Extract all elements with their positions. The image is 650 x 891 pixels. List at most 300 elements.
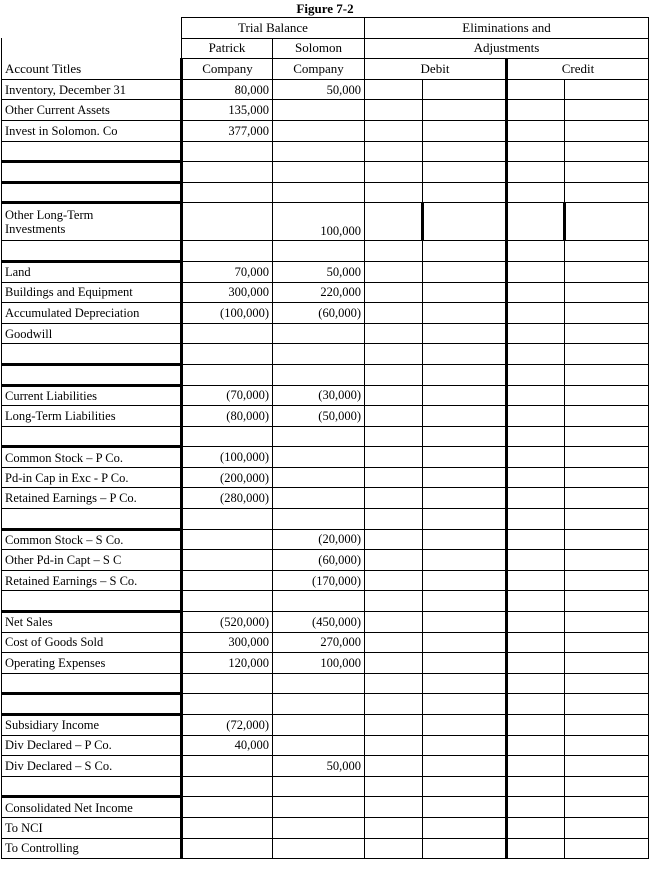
- patrick-amount-cell: [182, 673, 273, 694]
- debit-amount-cell: [423, 385, 507, 406]
- debit-amount-cell: [423, 735, 507, 756]
- credit-amount-cell: [565, 303, 649, 324]
- debit-ref-cell: [365, 120, 423, 141]
- debit-amount-cell: [423, 817, 507, 838]
- solomon-amount-cell: 50,000: [273, 261, 365, 282]
- credit-ref-cell: [507, 406, 565, 427]
- table-row: [2, 141, 649, 162]
- table-row: [2, 673, 649, 694]
- debit-ref-cell: [365, 364, 423, 385]
- account-title-cell: Cost of Goods Sold: [2, 632, 182, 653]
- patrick-header-line2: Company: [182, 59, 273, 80]
- trial-balance-header: Trial Balance: [182, 18, 365, 39]
- solomon-amount-cell: [273, 776, 365, 797]
- account-title-cell: Common Stock – S Co.: [2, 529, 182, 550]
- debit-ref-cell: [365, 756, 423, 777]
- debit-amount-cell: [423, 79, 507, 100]
- account-title-cell: Goodwill: [2, 323, 182, 344]
- solomon-amount-cell: 270,000: [273, 632, 365, 653]
- credit-amount-cell: [565, 838, 649, 859]
- solomon-amount-cell: [273, 509, 365, 530]
- account-title-cell: Pd-in Cap in Exc - P Co.: [2, 467, 182, 488]
- solomon-amount-cell: [273, 323, 365, 344]
- solomon-amount-cell: (60,000): [273, 303, 365, 324]
- credit-amount-cell: [565, 120, 649, 141]
- debit-amount-cell: [423, 756, 507, 777]
- patrick-amount-cell: [182, 241, 273, 262]
- debit-amount-cell: [423, 673, 507, 694]
- credit-amount-cell: [565, 182, 649, 203]
- solomon-amount-cell: [273, 694, 365, 715]
- credit-ref-cell: [507, 79, 565, 100]
- credit-amount-cell: [565, 632, 649, 653]
- credit-amount-cell: [565, 364, 649, 385]
- table-row: [2, 509, 649, 530]
- solomon-amount-cell: 100,000: [273, 203, 365, 241]
- patrick-amount-cell: [182, 509, 273, 530]
- patrick-amount-cell: [182, 591, 273, 612]
- solomon-amount-cell: [273, 120, 365, 141]
- debit-ref-cell: [365, 261, 423, 282]
- solomon-amount-cell: [273, 426, 365, 447]
- consolidation-worksheet: [1, 17, 649, 859]
- debit-ref-cell: [365, 570, 423, 591]
- credit-amount-cell: [565, 344, 649, 365]
- account-titles-header: Account Titles: [2, 59, 182, 80]
- table-row: [2, 612, 649, 633]
- credit-ref-cell: [507, 756, 565, 777]
- patrick-amount-cell: (100,000): [182, 303, 273, 324]
- credit-ref-cell: [507, 776, 565, 797]
- table-row: [2, 715, 649, 736]
- debit-amount-cell: [423, 241, 507, 262]
- credit-amount-cell: [565, 735, 649, 756]
- solomon-amount-cell: [273, 715, 365, 736]
- account-title-cell: [2, 203, 182, 241]
- debit-ref-cell: [365, 529, 423, 550]
- debit-ref-cell: [365, 797, 423, 818]
- patrick-amount-cell: [182, 776, 273, 797]
- debit-amount-cell: [423, 261, 507, 282]
- account-title-cell: Current Liabilities: [2, 385, 182, 406]
- debit-amount-cell: [423, 694, 507, 715]
- credit-ref-cell: [507, 550, 565, 571]
- account-title-cell: Common Stock – P Co.: [2, 447, 182, 468]
- debit-ref-cell: [365, 715, 423, 736]
- patrick-amount-cell: [182, 838, 273, 859]
- credit-ref-cell: [507, 467, 565, 488]
- account-title-line1: Other Long-Term: [5, 208, 94, 223]
- table-row: [2, 203, 649, 241]
- debit-amount-cell: [423, 344, 507, 365]
- credit-ref-cell: [507, 673, 565, 694]
- credit-ref-cell: [507, 364, 565, 385]
- patrick-amount-cell: 40,000: [182, 735, 273, 756]
- adjustments-header: Adjustments: [365, 38, 649, 59]
- solomon-amount-cell: (60,000): [273, 550, 365, 571]
- account-title-cell: Long-Term Liabilities: [2, 406, 182, 427]
- credit-ref-cell: [507, 261, 565, 282]
- credit-amount-cell: [565, 162, 649, 183]
- account-title-cell: [2, 426, 182, 447]
- account-title-cell: [2, 182, 182, 203]
- patrick-amount-cell: [182, 364, 273, 385]
- debit-ref-cell: [365, 303, 423, 324]
- solomon-amount-cell: [273, 344, 365, 365]
- credit-amount-cell: [565, 612, 649, 633]
- patrick-amount-cell: [182, 694, 273, 715]
- solomon-amount-cell: [273, 141, 365, 162]
- solomon-amount-cell: [273, 591, 365, 612]
- credit-ref-cell: [507, 162, 565, 183]
- credit-amount-cell: [565, 797, 649, 818]
- solomon-header-line1: Solomon: [273, 38, 365, 59]
- table-row: [2, 529, 649, 550]
- patrick-amount-cell: 300,000: [182, 282, 273, 303]
- credit-ref-cell: [507, 282, 565, 303]
- credit-amount-cell: [565, 406, 649, 427]
- patrick-amount-cell: [182, 756, 273, 777]
- credit-ref-cell: [507, 838, 565, 859]
- credit-amount-cell: [565, 756, 649, 777]
- debit-ref-cell: [365, 735, 423, 756]
- debit-ref-cell: [365, 426, 423, 447]
- table-row: [2, 426, 649, 447]
- table-row: [2, 550, 649, 571]
- debit-ref-cell: [365, 591, 423, 612]
- credit-amount-cell: [565, 79, 649, 100]
- credit-ref-cell: [507, 817, 565, 838]
- account-title-cell: [2, 776, 182, 797]
- solomon-amount-cell: [273, 364, 365, 385]
- patrick-amount-cell: [182, 203, 273, 241]
- debit-amount-cell: [423, 203, 507, 241]
- patrick-amount-cell: (80,000): [182, 406, 273, 427]
- patrick-amount-cell: (70,000): [182, 385, 273, 406]
- patrick-amount-cell: (280,000): [182, 488, 273, 509]
- table-row: [2, 120, 649, 141]
- debit-ref-cell: [365, 79, 423, 100]
- debit-amount-cell: [423, 162, 507, 183]
- debit-ref-cell: [365, 241, 423, 262]
- table-row: [2, 488, 649, 509]
- debit-ref-cell: [365, 100, 423, 121]
- credit-ref-cell: [507, 385, 565, 406]
- table-row: [2, 385, 649, 406]
- credit-ref-cell: [507, 570, 565, 591]
- patrick-amount-cell: 135,000: [182, 100, 273, 121]
- eliminations-header: Eliminations and: [365, 18, 649, 39]
- debit-amount-cell: [423, 797, 507, 818]
- solomon-amount-cell: [273, 100, 365, 121]
- account-title-cell: Other Pd-in Capt – S C: [2, 550, 182, 571]
- debit-ref-cell: [365, 488, 423, 509]
- credit-header: Credit: [507, 59, 649, 80]
- account-title-line2: Investments: [5, 222, 66, 237]
- debit-ref-cell: [365, 447, 423, 468]
- solomon-amount-cell: (30,000): [273, 385, 365, 406]
- debit-ref-cell: [365, 385, 423, 406]
- debit-amount-cell: [423, 509, 507, 530]
- solomon-header-line2: Company: [273, 59, 365, 80]
- solomon-amount-cell: 50,000: [273, 756, 365, 777]
- credit-ref-cell: [507, 694, 565, 715]
- account-title-cell: [2, 591, 182, 612]
- solomon-amount-cell: [273, 182, 365, 203]
- table-row: [2, 323, 649, 344]
- credit-amount-cell: [565, 653, 649, 674]
- debit-amount-cell: [423, 550, 507, 571]
- solomon-amount-cell: 100,000: [273, 653, 365, 674]
- solomon-amount-cell: [273, 447, 365, 468]
- account-title-cell: Land: [2, 261, 182, 282]
- patrick-amount-cell: [182, 162, 273, 183]
- credit-ref-cell: [507, 509, 565, 530]
- credit-amount-cell: [565, 323, 649, 344]
- solomon-amount-cell: 220,000: [273, 282, 365, 303]
- solomon-amount-cell: [273, 735, 365, 756]
- solomon-amount-cell: [273, 467, 365, 488]
- debit-amount-cell: [423, 776, 507, 797]
- debit-ref-cell: [365, 653, 423, 674]
- table-row: [2, 182, 649, 203]
- patrick-amount-cell: [182, 141, 273, 162]
- credit-amount-cell: [565, 488, 649, 509]
- debit-ref-cell: [365, 406, 423, 427]
- solomon-amount-cell: [273, 241, 365, 262]
- patrick-amount-cell: [182, 426, 273, 447]
- credit-ref-cell: [507, 323, 565, 344]
- credit-amount-cell: [565, 715, 649, 736]
- patrick-amount-cell: [182, 550, 273, 571]
- debit-amount-cell: [423, 570, 507, 591]
- debit-ref-cell: [365, 550, 423, 571]
- solomon-amount-cell: [273, 673, 365, 694]
- patrick-amount-cell: [182, 797, 273, 818]
- patrick-amount-cell: [182, 182, 273, 203]
- solomon-amount-cell: [273, 797, 365, 818]
- table-row: [2, 570, 649, 591]
- patrick-amount-cell: [182, 817, 273, 838]
- credit-amount-cell: [565, 282, 649, 303]
- table-row: [2, 467, 649, 488]
- account-title-cell: Inventory, December 31: [2, 79, 182, 100]
- debit-amount-cell: [423, 612, 507, 633]
- patrick-amount-cell: 70,000: [182, 261, 273, 282]
- credit-ref-cell: [507, 447, 565, 468]
- account-title-cell: Buildings and Equipment: [2, 282, 182, 303]
- credit-ref-cell: [507, 612, 565, 633]
- table-row: [2, 406, 649, 427]
- solomon-amount-cell: (20,000): [273, 529, 365, 550]
- patrick-amount-cell: [182, 344, 273, 365]
- table-row: [2, 797, 649, 818]
- debit-ref-cell: [365, 344, 423, 365]
- credit-amount-cell: [565, 673, 649, 694]
- table-row: [2, 632, 649, 653]
- credit-amount-cell: [565, 550, 649, 571]
- table-row: [2, 591, 649, 612]
- debit-header: Debit: [365, 59, 507, 80]
- solomon-amount-cell: [273, 488, 365, 509]
- patrick-amount-cell: 377,000: [182, 120, 273, 141]
- credit-ref-cell: [507, 529, 565, 550]
- debit-amount-cell: [423, 632, 507, 653]
- debit-amount-cell: [423, 447, 507, 468]
- debit-amount-cell: [423, 529, 507, 550]
- table-row: [2, 653, 649, 674]
- debit-amount-cell: [423, 406, 507, 427]
- account-title-cell: [2, 141, 182, 162]
- debit-ref-cell: [365, 203, 423, 241]
- table-row: [2, 447, 649, 468]
- debit-ref-cell: [365, 323, 423, 344]
- patrick-amount-cell: [182, 529, 273, 550]
- patrick-amount-cell: [182, 570, 273, 591]
- table-row: [2, 838, 649, 859]
- account-title-cell: To Controlling: [2, 838, 182, 859]
- account-title-cell: [2, 509, 182, 530]
- credit-ref-cell: [507, 344, 565, 365]
- table-row: [2, 162, 649, 183]
- credit-ref-cell: [507, 100, 565, 121]
- account-title-cell: [2, 694, 182, 715]
- credit-ref-cell: [507, 488, 565, 509]
- debit-ref-cell: [365, 776, 423, 797]
- table-row: [2, 344, 649, 365]
- credit-ref-cell: [507, 797, 565, 818]
- account-title-cell: [2, 162, 182, 183]
- account-title-cell: To NCI: [2, 817, 182, 838]
- table-row: [2, 817, 649, 838]
- debit-amount-cell: [423, 591, 507, 612]
- patrick-amount-cell: (520,000): [182, 612, 273, 633]
- debit-amount-cell: [423, 426, 507, 447]
- table-row: [2, 282, 649, 303]
- debit-amount-cell: [423, 838, 507, 859]
- debit-amount-cell: [423, 303, 507, 324]
- credit-amount-cell: [565, 467, 649, 488]
- credit-ref-cell: [507, 426, 565, 447]
- account-title-cell: Retained Earnings – S Co.: [2, 570, 182, 591]
- debit-ref-cell: [365, 467, 423, 488]
- table-row: [2, 735, 649, 756]
- credit-ref-cell: [507, 141, 565, 162]
- patrick-amount-cell: [182, 323, 273, 344]
- credit-ref-cell: [507, 715, 565, 736]
- debit-amount-cell: [423, 120, 507, 141]
- credit-amount-cell: [565, 261, 649, 282]
- patrick-amount-cell: (100,000): [182, 447, 273, 468]
- credit-amount-cell: [565, 509, 649, 530]
- debit-ref-cell: [365, 182, 423, 203]
- account-title-cell: Div Declared – P Co.: [2, 735, 182, 756]
- credit-amount-cell: [565, 591, 649, 612]
- worksheet-body: [2, 79, 649, 858]
- solomon-amount-cell: [273, 838, 365, 859]
- credit-amount-cell: [565, 776, 649, 797]
- credit-ref-cell: [507, 591, 565, 612]
- debit-amount-cell: [423, 182, 507, 203]
- account-title-cell: Div Declared – S Co.: [2, 756, 182, 777]
- table-row: [2, 756, 649, 777]
- account-title-cell: Retained Earnings – P Co.: [2, 488, 182, 509]
- debit-amount-cell: [423, 653, 507, 674]
- account-title-cell: Net Sales: [2, 612, 182, 633]
- solomon-amount-cell: [273, 162, 365, 183]
- debit-ref-cell: [365, 612, 423, 633]
- solomon-amount-cell: (50,000): [273, 406, 365, 427]
- patrick-amount-cell: 120,000: [182, 653, 273, 674]
- credit-ref-cell: [507, 735, 565, 756]
- figure-title: Figure 7-2: [296, 1, 354, 16]
- patrick-amount-cell: 80,000: [182, 79, 273, 100]
- account-title-cell: Consolidated Net Income: [2, 797, 182, 818]
- credit-amount-cell: [565, 241, 649, 262]
- debit-amount-cell: [423, 364, 507, 385]
- table-row: [2, 241, 649, 262]
- account-title-cell: [2, 241, 182, 262]
- account-title-cell: Operating Expenses: [2, 653, 182, 674]
- solomon-amount-cell: (450,000): [273, 612, 365, 633]
- account-title-cell: [2, 364, 182, 385]
- patrick-amount-cell: 300,000: [182, 632, 273, 653]
- table-row: [2, 364, 649, 385]
- debit-ref-cell: [365, 509, 423, 530]
- credit-amount-cell: [565, 385, 649, 406]
- debit-amount-cell: [423, 715, 507, 736]
- credit-ref-cell: [507, 182, 565, 203]
- debit-ref-cell: [365, 694, 423, 715]
- account-title-cell: Accumulated Depreciation: [2, 303, 182, 324]
- debit-ref-cell: [365, 282, 423, 303]
- patrick-amount-cell: (72,000): [182, 715, 273, 736]
- credit-ref-cell: [507, 203, 565, 241]
- debit-ref-cell: [365, 162, 423, 183]
- account-title-cell: [2, 344, 182, 365]
- table-row: [2, 303, 649, 324]
- credit-ref-cell: [507, 241, 565, 262]
- debit-ref-cell: [365, 632, 423, 653]
- credit-ref-cell: [507, 653, 565, 674]
- credit-amount-cell: [565, 817, 649, 838]
- debit-ref-cell: [365, 141, 423, 162]
- debit-amount-cell: [423, 323, 507, 344]
- table-row: [2, 100, 649, 121]
- debit-amount-cell: [423, 282, 507, 303]
- table-row: [2, 261, 649, 282]
- account-title-cell: Other Current Assets: [2, 100, 182, 121]
- debit-ref-cell: [365, 817, 423, 838]
- table-row: [2, 694, 649, 715]
- table-row: [2, 79, 649, 100]
- debit-ref-cell: [365, 838, 423, 859]
- account-title-cell: [2, 673, 182, 694]
- debit-ref-cell: [365, 673, 423, 694]
- credit-ref-cell: [507, 120, 565, 141]
- credit-ref-cell: [507, 632, 565, 653]
- patrick-header-line1: Patrick: [182, 38, 273, 59]
- credit-ref-cell: [507, 303, 565, 324]
- debit-amount-cell: [423, 100, 507, 121]
- credit-amount-cell: [565, 426, 649, 447]
- table-row: [2, 776, 649, 797]
- debit-amount-cell: [423, 141, 507, 162]
- credit-amount-cell: [565, 203, 649, 241]
- debit-amount-cell: [423, 488, 507, 509]
- solomon-amount-cell: [273, 817, 365, 838]
- solomon-amount-cell: 50,000: [273, 79, 365, 100]
